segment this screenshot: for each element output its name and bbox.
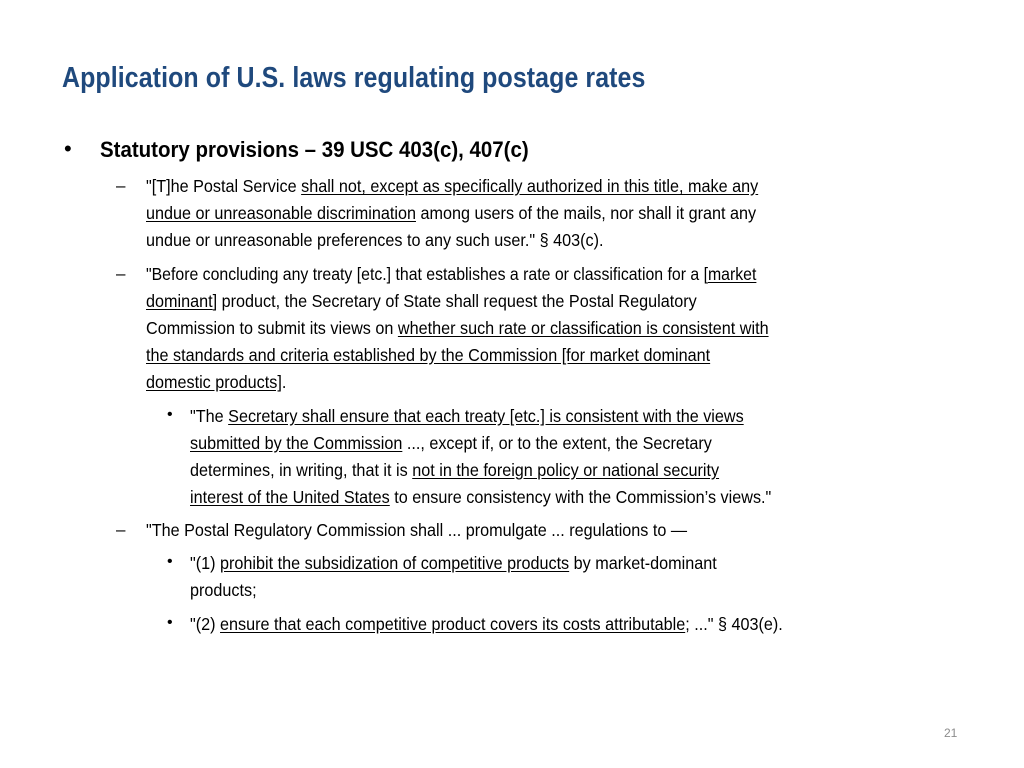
text: "The Postal Regulatory Commission shall ... promulgate ... regulations to — — [146, 520, 688, 540]
text: among users of the mails, nor shall it grant any — [415, 203, 757, 223]
slide-title: Application of U.S. laws regulating postage rates — [62, 62, 646, 94]
underlined-text: ensure that each competitive product covers its costs attributable — [220, 614, 686, 634]
text: ] product, the Secretary of State shall request the Postal Regulatory — [212, 291, 697, 311]
underlined-text: the standards and criteria established by the Commission [for market dominant — [146, 345, 711, 365]
underlined-text: whether such rate or classification is consistent with — [397, 318, 769, 338]
text: "Before concluding any treaty [etc.] that establishes a rate or classification for a [ — [146, 264, 708, 284]
underlined-text: market — [707, 264, 757, 284]
provision-403e-1 — [190, 550, 759, 604]
underlined-text: Secretary shall ensure that each treaty [etc.] is consistent with the views — [228, 406, 744, 426]
underlined-text: dominant — [146, 291, 213, 311]
underlined-text: interest of the United States — [190, 487, 390, 507]
text: determines, in writing, that it is — [190, 460, 413, 480]
dash-marker: – — [116, 264, 126, 283]
underlined-text: submitted by the Commission — [190, 433, 403, 453]
text: "The — [190, 406, 229, 426]
provision-403c — [146, 173, 808, 254]
text: "(1) — [190, 553, 221, 573]
bullet-marker: • — [64, 136, 72, 161]
text: to ensure consistency with the Commission’s views." — [389, 487, 772, 507]
underlined-text: not in the foreign policy or national security — [412, 460, 720, 480]
text: "(2) — [190, 614, 221, 634]
provision-403e-2 — [190, 611, 831, 638]
underlined-text: undue or unreasonable discrimination — [146, 203, 416, 223]
sub-bullet-marker: • — [167, 553, 173, 570]
dash-marker: – — [116, 520, 126, 539]
dash-marker: – — [116, 176, 126, 195]
text: ; ..." § 403(e). — [685, 614, 783, 634]
section-heading: Statutory provisions – 39 USC 403(c), 407(c) — [100, 137, 529, 162]
underlined-text: shall not, except as specifically authorized in this title, make any — [301, 176, 759, 196]
underlined-text: prohibit the subsidization of competitive products — [220, 553, 570, 573]
text: ..., except if, or to the extent, the Secretary — [402, 433, 712, 453]
sub-bullet-marker: • — [167, 614, 173, 631]
text: products; — [190, 580, 257, 600]
text: Commission to submit its views on — [146, 318, 398, 338]
text: "[T]he Postal Service — [146, 176, 302, 196]
underlined-text: domestic products] — [146, 372, 282, 392]
text: undue or unreasonable preferences to any such user." § 403(c). — [146, 230, 604, 250]
provision-403e — [146, 517, 731, 544]
text: . — [281, 372, 287, 392]
page-number: 21 — [944, 726, 958, 740]
sub-bullet-marker: • — [167, 406, 173, 423]
provision-407c-secretary — [190, 403, 818, 511]
text: by market-dominant — [569, 553, 717, 573]
provision-407c — [146, 261, 820, 396]
